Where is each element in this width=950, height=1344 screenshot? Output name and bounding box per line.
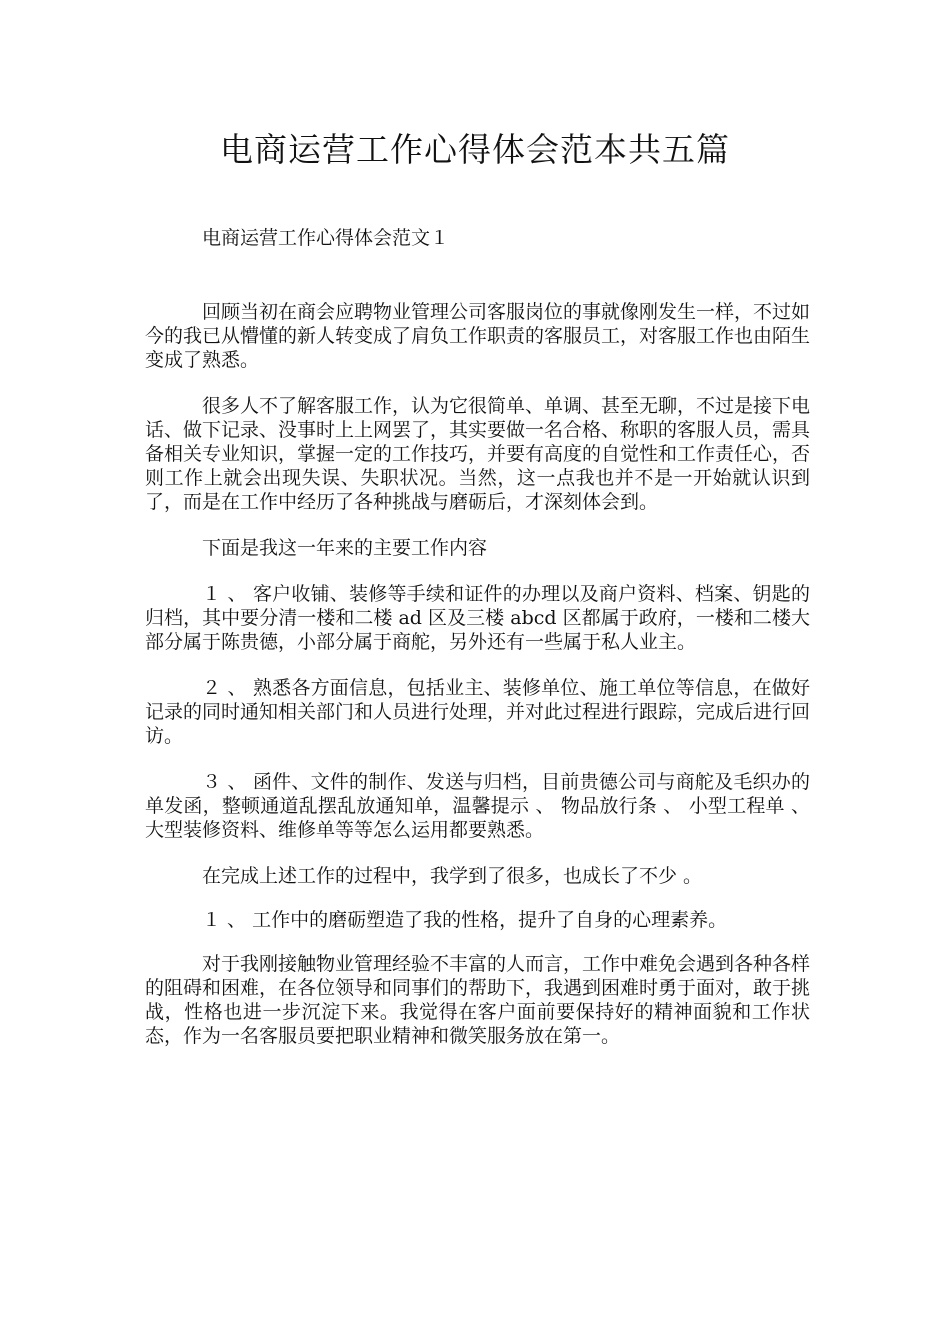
document-title: 电商运营工作心得体会范本共五篇 bbox=[220, 130, 730, 169]
paragraph-experience: 对于我刚接触物业管理经验不丰富的人而言，工作中难免会遇到各种各样的阻碍和困难，在各位领导和同事们的帮助下，我遇到困难时勇于面对，敢于挑战，性格也进一步沉淀下来。我觉得在客户面前要保持好的精神面貌和工作状态，作为一名客服员要把职业精神和微笑服务放在第一。 bbox=[145, 953, 811, 1047]
paragraph-customer-service: 很多人不了解客服工作，认为它很简单、单调、甚至无聊，不过是接下电话、做下记录、没事时上上网罢了，其实要做一名合格、称职的客服人员，需具备相关专业知识，掌握一定的工作技巧，并要有高度的自觉性和工作责任心，否则工作上就会出现失误、失职状况。当然，这一点我也并不是一开始就认识到了，而是在工作中经历了各种挑战与磨砺后，才深刻体会到。 bbox=[145, 395, 811, 513]
document-body bbox=[145, 222, 810, 1070]
paragraph-item-1: １ 、 客户收铺、装修等手续和证件的办理以及商户资料、档案、钥匙的归档，其中要分清一楼和二楼 ad 区及三楼 abcd 区都属于政府，一楼和二楼大部分属于陈贵德，小部分属于商舵，另外还有一些属于私人业主。 bbox=[145, 583, 810, 653]
paragraph-growth-1: １ 、 工作中的磨砺塑造了我的性格，提升了自身的心理素养。 bbox=[202, 909, 728, 931]
paragraph-work-content-heading: 下面是我这一年来的主要工作内容 bbox=[202, 537, 488, 559]
section-subtitle: 电商运营工作心得体会范文１ bbox=[202, 227, 450, 249]
paragraph-item-3: ３ 、 函件、文件的制作、发送与归档，目前贵德公司与商舵及毛织办的单发函，整顿通道乱摆乱放通知单，温馨提示 、 物品放行条 、 小型工程单 、大型装修资料、维修单等等怎么运用都要熟悉。 bbox=[145, 771, 810, 841]
paragraph-learned: 在完成上述工作的过程中，我学到了很多，也成长了不少 。 bbox=[202, 865, 703, 887]
paragraph-item-2: ２ 、 熟悉各方面信息，包括业主、装修单位、施工单位等信息，在做好记录的同时通知相关部门和人员进行处理，并对此过程进行跟踪，完成后进行回访。 bbox=[145, 677, 811, 747]
paragraph-intro: 回顾当初在商会应聘物业管理公司客服岗位的事就像刚发生一样，不过如今的我已从懵懂的新人转变成了肩负工作职责的客服员工，对客服工作也由陌生变成了熟悉。 bbox=[145, 301, 811, 371]
